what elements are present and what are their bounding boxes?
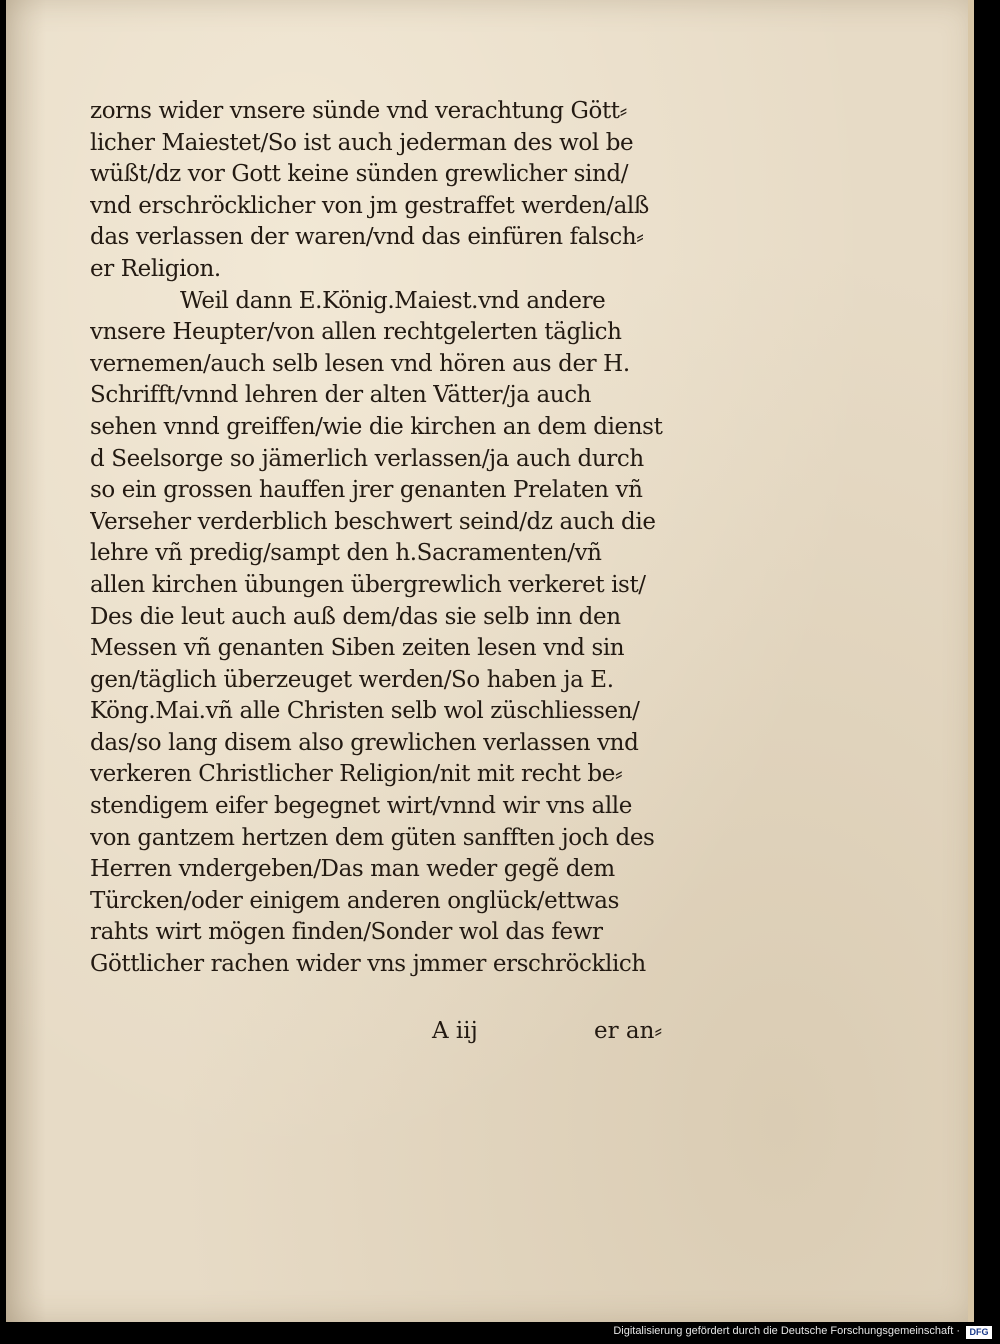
catchword: er an⸗ [594, 1018, 663, 1044]
text-line: Herren vndergeben/Das man weder gegẽ dem [90, 856, 615, 883]
text-line: rahts wirt mögen finden/Sonder wol das fewr [90, 919, 603, 946]
text-line: Messen vñ genanten Siben zeiten lesen vnd sin [90, 635, 625, 662]
text-line: Des die leut auch auß dem/das sie selb inn den [90, 603, 621, 630]
text-line: gen/täglich überzeuget werden/So haben ja E. [90, 666, 614, 693]
paragraph-start-line: Weil dann E.König.Maiest.vnd andere [180, 287, 606, 314]
text-line: Göttlicher rachen wider vns jmmer erschröcklich [90, 951, 646, 978]
footer-bar [0, 1322, 1000, 1344]
text-line: wüßt/dz vor Gott keine sünden grewlicher sind/ [90, 161, 629, 188]
text-line: vnsere Heupter/von allen rechtgelerten täglich [90, 319, 622, 346]
text-line: Türcken/oder einigem anderen onglück/ettwas [90, 887, 620, 914]
text-line: vernemen/auch selb lesen vnd hören aus der H. [90, 350, 630, 377]
text-line: so ein grossen hauffen jrer genanten Prelaten vñ [90, 477, 643, 504]
signature-mark: A iij [432, 1018, 478, 1044]
text-line: vnd erschröcklicher von jm gestraffet werden/alß [90, 192, 649, 219]
text-line: von gantzem hertzen dem güten sanfften joch des [90, 824, 655, 851]
text-line: d Seelsorge so jämerlich verlassen/ja auch durch [90, 445, 644, 472]
book-page [6, 0, 974, 1322]
page-foot [0, 1018, 1000, 1054]
page-edge [968, 0, 974, 1322]
text-line: Köng.Mai.vñ alle Christen selb wol züschliessen/ [90, 698, 640, 725]
text-line: Schrifft/vnnd lehren der alten Vätter/ja auch [90, 382, 592, 409]
text-line: das verlassen der waren/vnd das einfüren falsch⸗ [90, 224, 644, 251]
text-line: sehen vnnd greiffen/wie die kirchen an dem dienst [90, 413, 663, 440]
dfg-logo-icon: DFG [966, 1326, 992, 1339]
text-line: allen kirchen übungen übergrewlich verkeret ist/ [90, 571, 646, 598]
text-line: zorns wider vnsere sünde vnd verachtung Gött⸗ [90, 98, 627, 124]
text-line: verkeren Christlicher Religion/nit mit recht be⸗ [90, 761, 623, 788]
text-line: lehre vñ predig/sampt den h.Sacramenten/vñ [90, 540, 602, 567]
text-block [90, 96, 710, 981]
text-line: das/so lang disem also grewlichen verlassen vnd [90, 729, 639, 756]
funding-credit: Digitalisierung gefördert durch die Deutsche Forschungsgemeinschaft · [613, 1325, 960, 1337]
text-line: Verseher verderblich beschwert seind/dz auch die [90, 508, 656, 535]
text-line: er Religion. [90, 255, 221, 282]
text-line: licher Maiestet/So ist auch jederman des wol be [90, 129, 634, 156]
text-line: stendigem eifer begegnet wirt/vnnd wir vns alle [90, 793, 632, 820]
